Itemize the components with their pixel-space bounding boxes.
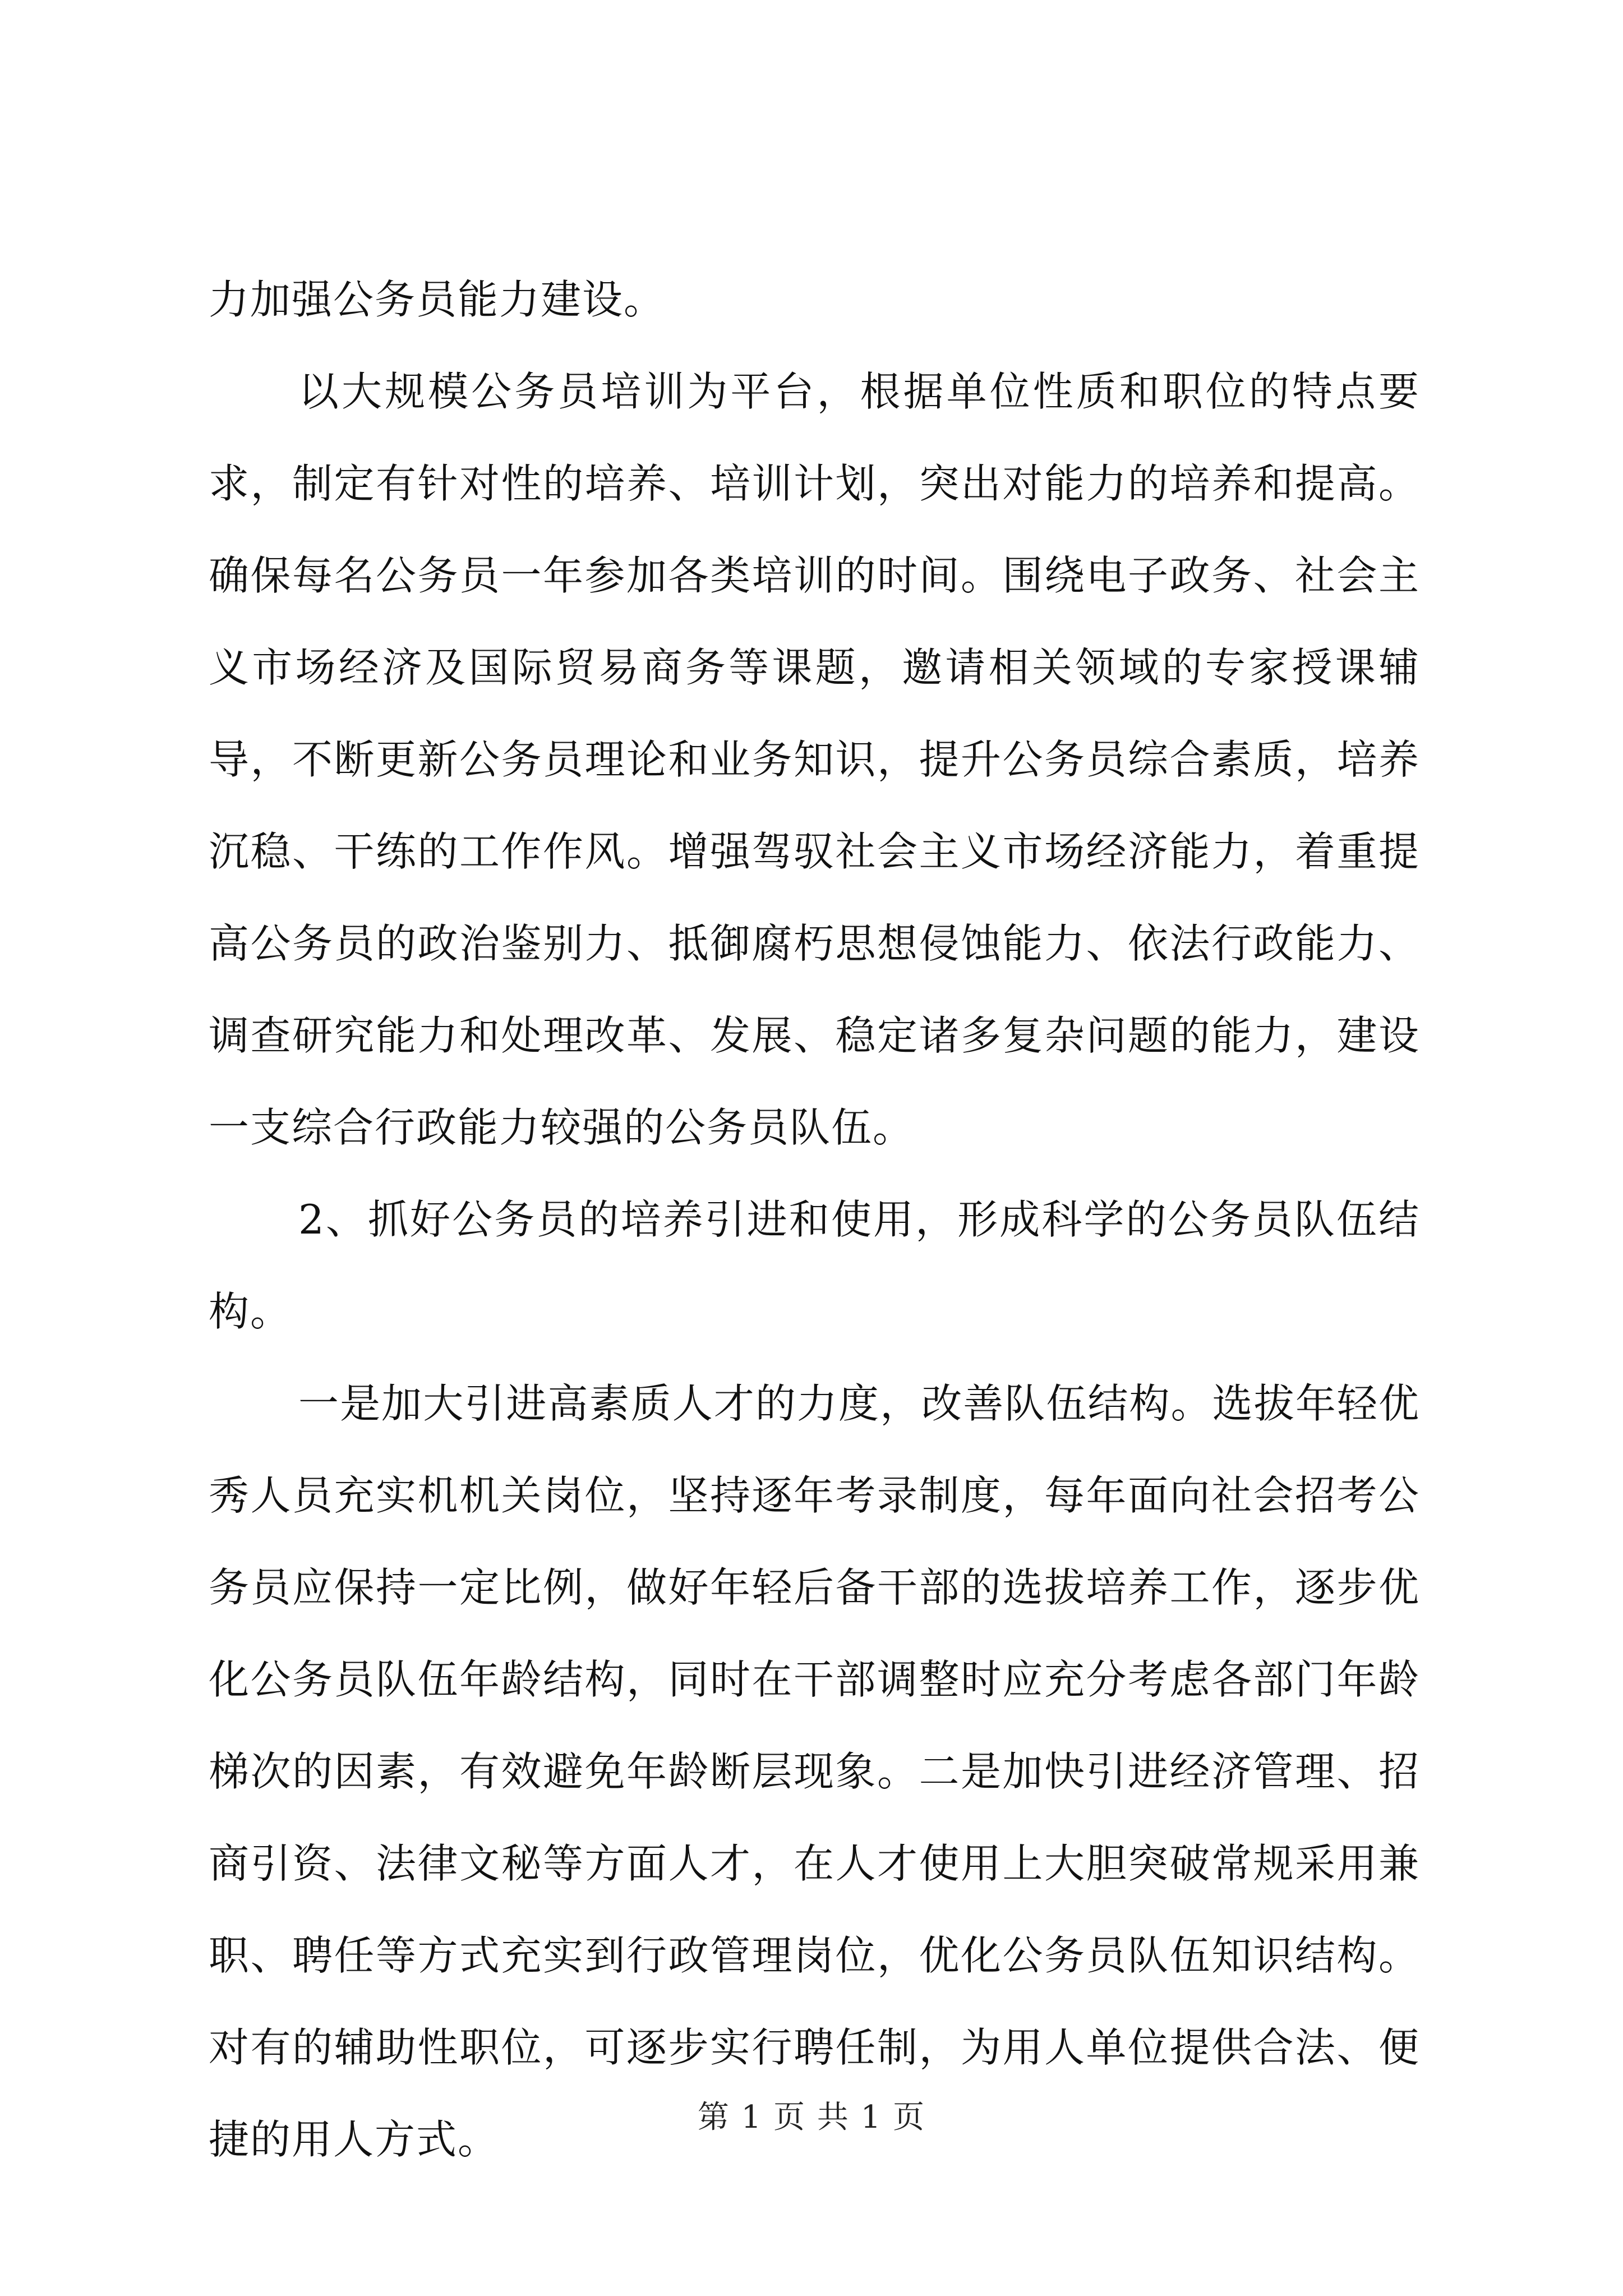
page-footer: 第 1 页 共 1 页: [697, 2099, 926, 2136]
paragraph-recruitment: 一是加大引进高素质人才的力度，改善队伍结构。选拔年轻优秀人员充实机机关岗位，坚持逐年考录制度，每年面向社会招考公务员应保持一定比例，做好年轻后备干部的选拔培养工作，逐步优化公务员队伍年龄结构，同时在干部调整时应充分考虑各部门年龄梯次的因素，有效避免年龄断层现象。二是加快引进经济管理、招商引资、法律文秘等方面人才，在人才使用上大胆突破常规采用兼职、聘任等方式充实到行政管理岗位，优化公务员队伍知识结构。对有的辅助性职位，可逐步实行聘任制，为用人单位提供合法、便捷的用人方式。: [209, 1380, 1420, 2163]
paragraph-training: 以大规模公务员培训为平台，根据单位性质和职位的特点要求，制定有针对性的培养、培训计划，突出对能力的培养和提高。确保每名公务员一年参加各类培训的时间。围绕电子政务、社会主义市场经济及国际贸易商务等课题，邀请相关领域的专家授课辅导，不断更新公务员理论和业务知识，提升公务员综合素质，培养沉稳、干练的工作作风。增强驾驭社会主义市场经济能力，着重提高公务员的政治鉴别力、抵御腐朽思想侵蚀能力、依法行政能力、调查研究能力和处理改革、发展、稳定诸多复杂问题的能力，建设一支综合行政能力较强的公务员队伍。: [209, 368, 1420, 1151]
document-body: [209, 254, 1420, 2185]
paragraph-continuation: 力加强公务员能力建设。: [209, 276, 666, 323]
paragraph-heading-2: 2、抓好公务员的培养引进和使用，形成科学的公务员队伍结构。: [209, 1196, 1420, 1335]
